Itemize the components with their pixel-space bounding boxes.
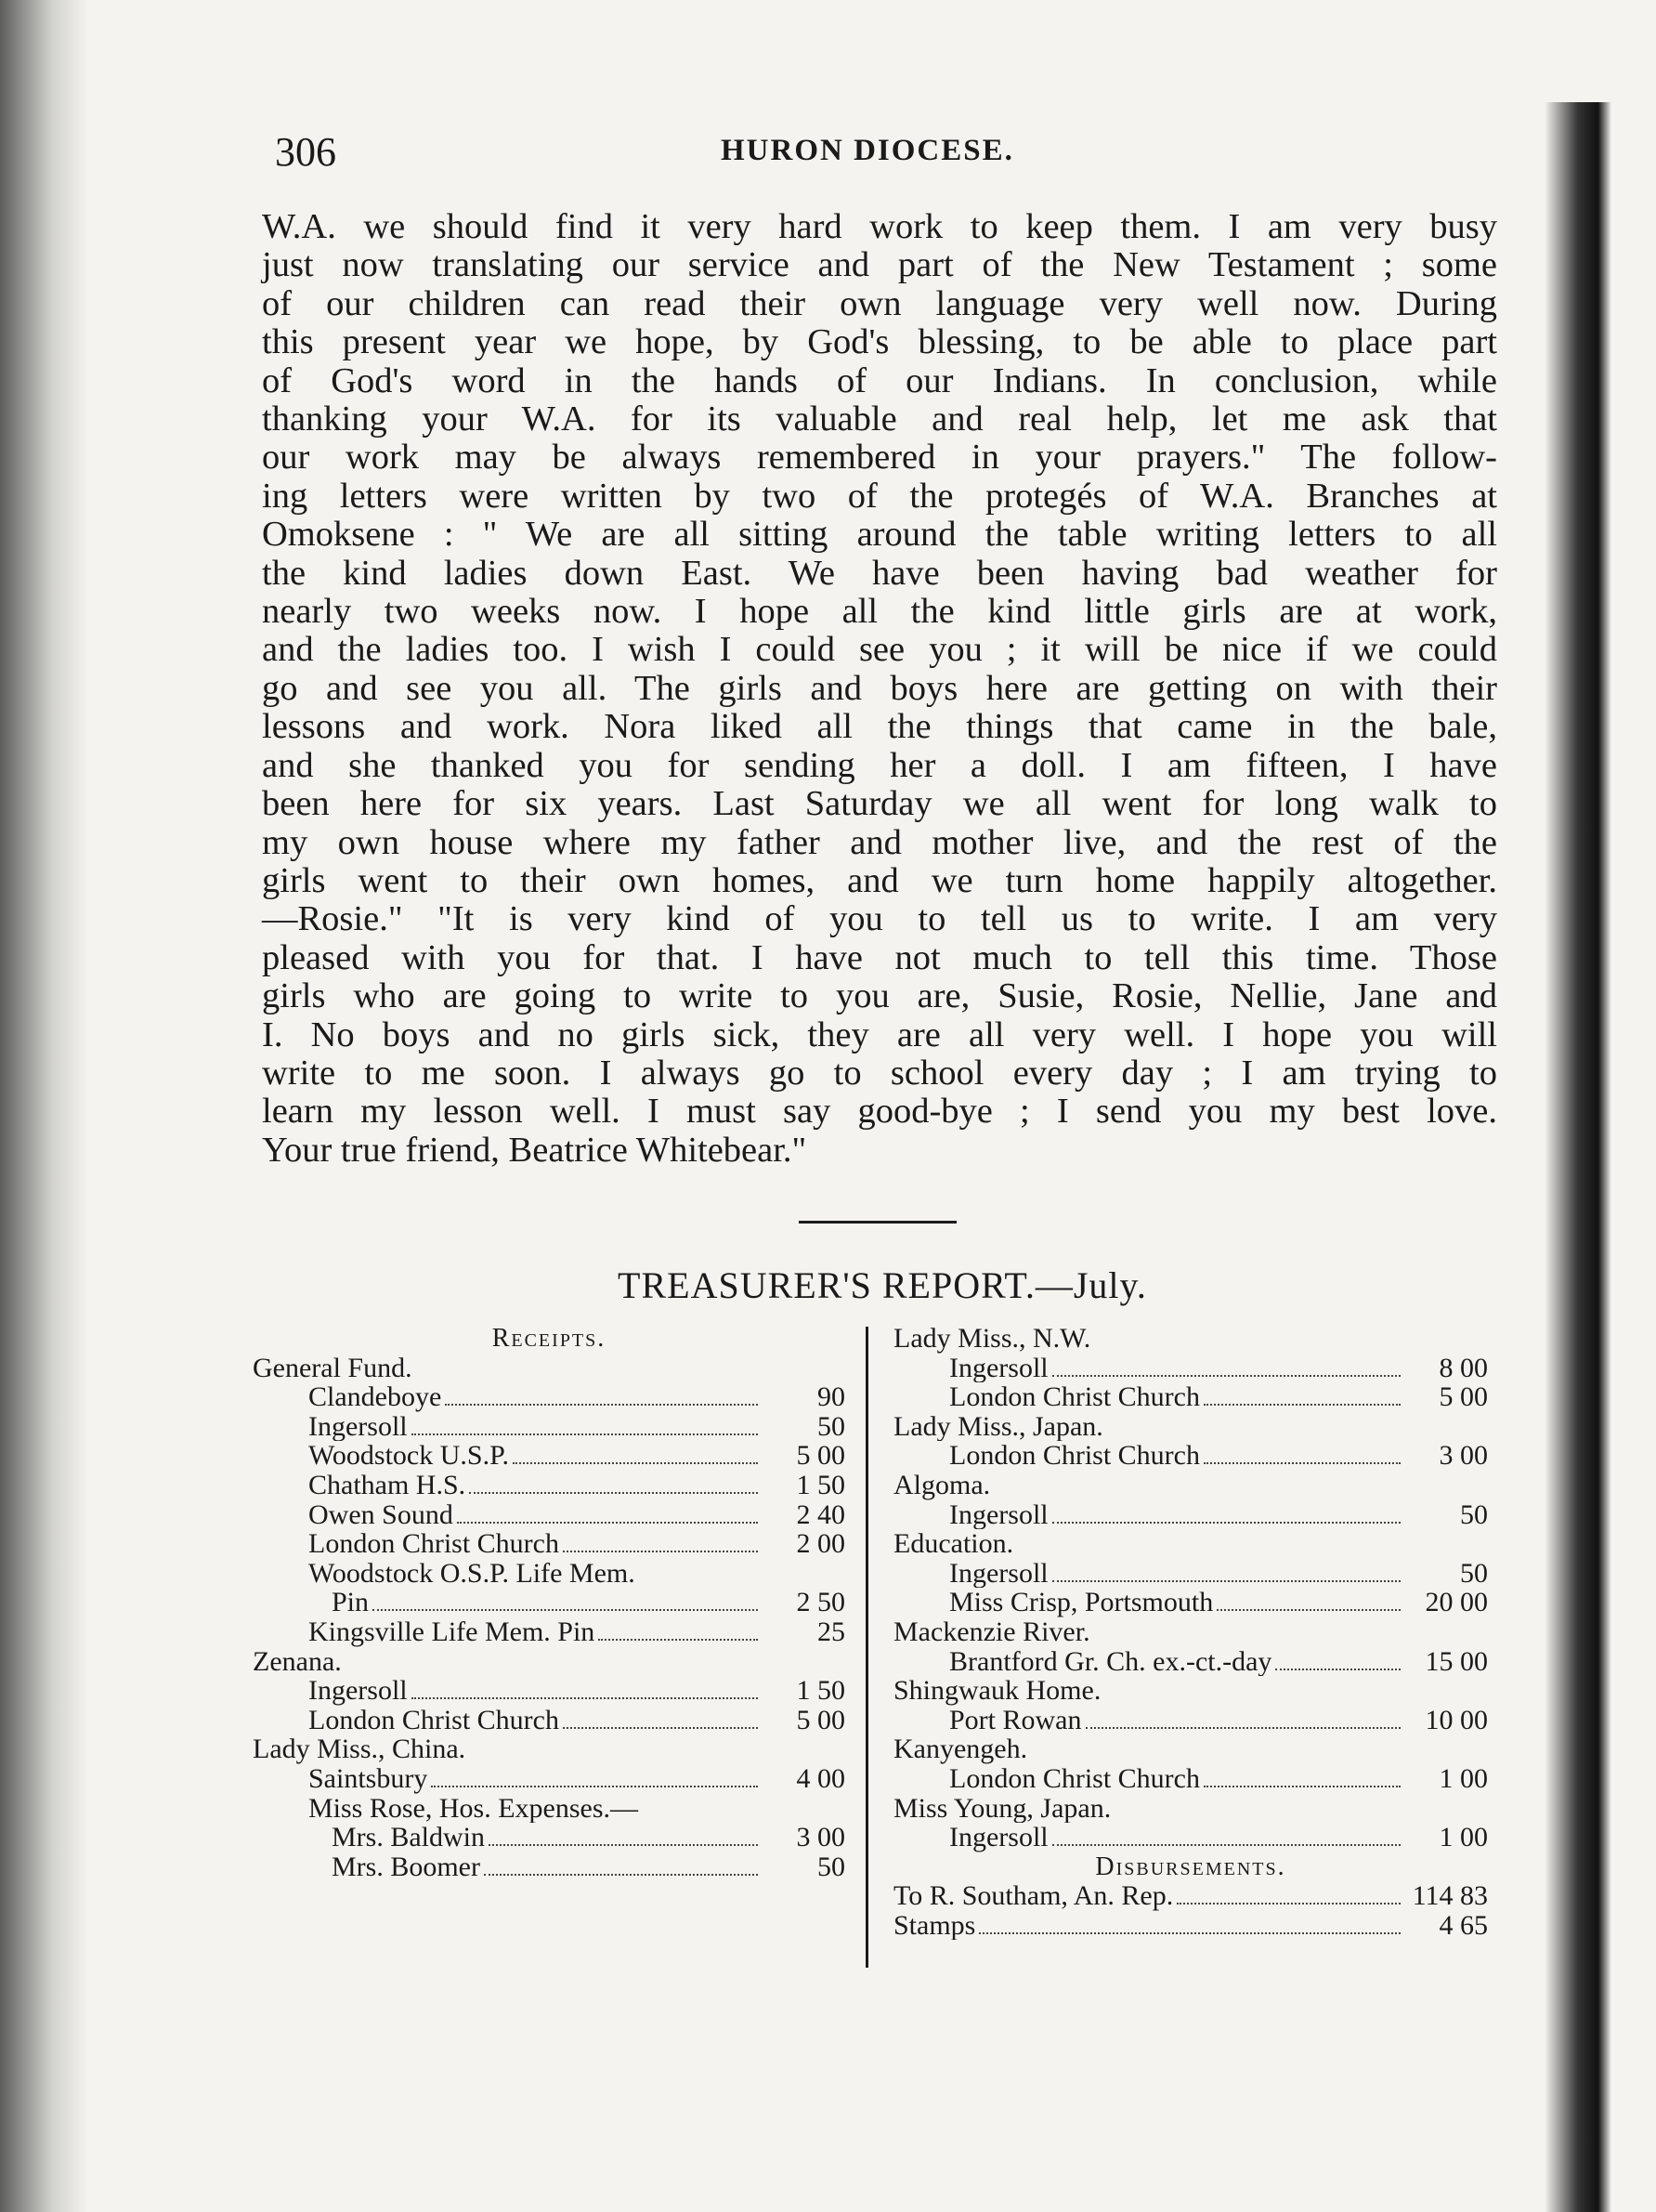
report-title: TREASURER'S REPORT.—July.	[618, 1264, 1147, 1306]
entry-label: Lady Miss., Japan.	[893, 1411, 1103, 1442]
report-entry	[893, 1588, 1488, 1617]
report-category	[893, 1471, 1488, 1500]
entry-amount: 5 00	[796, 1440, 845, 1472]
body-line: of our children can read their own language very well now. During	[262, 283, 1497, 323]
page-number: 306	[275, 129, 336, 175]
dot-leader	[979, 1932, 1401, 1934]
report-category	[253, 1647, 845, 1677]
entry-amount: 8 00	[1439, 1352, 1488, 1383]
entry-amount: 1 50	[796, 1469, 845, 1500]
dot-leader	[469, 1492, 758, 1494]
section-separator	[799, 1221, 957, 1224]
receipts-column	[253, 1324, 845, 1881]
report-entry	[253, 1676, 845, 1706]
entry-label: Pin	[332, 1588, 370, 1617]
report-section-heading: Disbursements.	[1095, 1852, 1286, 1881]
report-entry	[893, 1911, 1488, 1941]
report-entry	[253, 1823, 845, 1852]
entry-label: Port Rowan	[949, 1705, 1082, 1735]
entry-amount: 2 00	[796, 1528, 845, 1560]
entry-label: Lady Miss., China.	[253, 1734, 466, 1764]
entry-label: Mrs. Baldwin	[332, 1823, 485, 1852]
dot-leader	[431, 1786, 758, 1787]
report-entry	[253, 1588, 845, 1617]
entry-label: Saintsbury	[308, 1763, 428, 1794]
dot-leader	[1052, 1580, 1401, 1582]
report-entry	[893, 1647, 1488, 1677]
dot-leader	[1052, 1844, 1401, 1846]
entry-amount: 50	[817, 1410, 845, 1442]
dot-leader	[411, 1433, 758, 1435]
dot-leader	[563, 1551, 758, 1552]
report-entry	[893, 1823, 1488, 1852]
entry-label: London Christ Church	[308, 1705, 559, 1735]
dot-leader	[563, 1727, 758, 1729]
entry-label: Ingersoll	[949, 1499, 1049, 1530]
report-entry	[253, 1852, 845, 1882]
body-line: and she thanked you for sending her a doll. I am fifteen, I have	[262, 745, 1497, 785]
entry-label: Kingsville Life Mem. Pin	[308, 1616, 595, 1647]
report-entry	[893, 1382, 1488, 1412]
body-line: W.A. we should find it very hard work to keep them. I am very busy	[262, 207, 1497, 246]
body-line: thanking your W.A. for its valuable and real help, let me ask that	[262, 399, 1497, 439]
report-entry	[253, 1706, 845, 1735]
body-line: of God's word in the hands of our Indians. In conclusion, while	[262, 360, 1497, 400]
report-category	[253, 1734, 845, 1764]
report-category	[253, 1559, 845, 1589]
dot-leader	[1052, 1522, 1401, 1524]
column-rule	[866, 1327, 868, 1968]
body-line: girls who are going to write to you are, Susie, Rosie, Nellie, Jane and	[262, 976, 1497, 1016]
dot-leader	[1204, 1462, 1401, 1464]
entry-label: Stamps	[893, 1910, 976, 1941]
body-line: —Rosie." "It is very kind of you to tell us to write. I am very	[262, 899, 1497, 939]
entry-amount: 50	[1460, 1499, 1488, 1530]
dot-leader	[411, 1697, 758, 1699]
report-category	[893, 1529, 1488, 1559]
report-section-heading: Receipts.	[491, 1324, 606, 1353]
entry-label: London Christ Church	[949, 1441, 1200, 1471]
dot-leader	[457, 1522, 758, 1524]
entry-label: Algoma.	[893, 1470, 991, 1500]
body-line: pleased with you for that. I have not much to tell this time. Those	[262, 937, 1497, 977]
report-entry	[253, 1617, 845, 1647]
entry-amount: 4 00	[796, 1762, 845, 1794]
body-line: just now translating our service and part of the New Testament ; some	[262, 245, 1497, 285]
entry-amount: 114 83	[1412, 1880, 1488, 1912]
entry-label: Clandeboye	[308, 1382, 442, 1412]
entry-label: Owen Sound	[308, 1499, 453, 1530]
dot-leader	[513, 1462, 758, 1464]
entry-label: Mrs. Boomer	[332, 1852, 480, 1882]
entry-amount: 2 40	[796, 1499, 845, 1530]
report-entry	[893, 1764, 1488, 1794]
body-line: this present year we hope, by God's blessing, to be able to place part	[262, 322, 1497, 362]
report-entry	[893, 1559, 1488, 1589]
dot-leader	[1177, 1903, 1401, 1904]
entry-amount: 1 00	[1439, 1762, 1488, 1794]
entry-label: Miss Rose, Hos. Expenses.—	[308, 1793, 639, 1824]
entry-label: Miss Young, Japan.	[893, 1793, 1112, 1824]
report-entry	[893, 1881, 1488, 1911]
dot-leader	[1086, 1727, 1402, 1729]
entry-amount: 10 00	[1425, 1704, 1488, 1735]
report-category	[893, 1412, 1488, 1442]
entry-amount: 15 00	[1425, 1645, 1488, 1677]
body-line: and the ladies too. I wish I could see you ; it will be nice if we could	[262, 630, 1497, 670]
body-line: write to me soon. I always go to school every day ; I am trying to	[262, 1053, 1497, 1093]
entry-label: Woodstock O.S.P. Life Mem.	[308, 1558, 635, 1589]
report-category	[893, 1734, 1488, 1764]
entry-amount: 50	[817, 1851, 845, 1882]
entry-label: Zenana.	[253, 1646, 342, 1677]
right-scan-edge	[1545, 102, 1656, 2212]
dot-leader	[372, 1609, 758, 1611]
entry-label: London Christ Church	[949, 1763, 1200, 1794]
body-line: Your true friend, Beatrice Whitebear."	[262, 1130, 807, 1170]
report-entry	[893, 1706, 1488, 1735]
entry-label: Brantford Gr. Ch. ex.-ct.-day	[949, 1646, 1272, 1677]
report-category	[893, 1324, 1488, 1354]
body-line: our work may be always remembered in your prayers." The follow-	[262, 438, 1497, 478]
entry-label: Ingersoll	[949, 1558, 1049, 1589]
body-line: girls went to their own homes, and we turn home happily altogether.	[262, 860, 1497, 900]
page-header	[275, 128, 1501, 184]
report-entry	[893, 1441, 1488, 1471]
entry-label: Education.	[893, 1529, 1014, 1559]
report-category	[893, 1794, 1488, 1824]
entry-amount: 5 00	[796, 1704, 845, 1735]
entry-amount: 2 50	[796, 1587, 845, 1618]
report-category	[253, 1794, 845, 1824]
entry-amount: 20 00	[1425, 1587, 1488, 1618]
dot-leader	[598, 1639, 758, 1641]
entry-label: London Christ Church	[308, 1529, 559, 1559]
report-entry	[253, 1382, 845, 1412]
entry-amount: 3 00	[1439, 1440, 1488, 1472]
body-line: I. No boys and no girls sick, they are all very well. I hope you will	[262, 1014, 1497, 1054]
dot-leader	[484, 1874, 758, 1876]
report-entry	[253, 1441, 845, 1471]
entry-amount: 1 00	[1439, 1822, 1488, 1853]
body-line: Omoksene : " We are all sitting around the table writing letters to all	[262, 515, 1497, 555]
dot-leader	[489, 1844, 758, 1846]
entry-label: Ingersoll	[308, 1676, 408, 1706]
body-line: my own house where my father and mother live, and the rest of the	[262, 822, 1497, 862]
report-entry	[253, 1412, 845, 1442]
entry-label: To R. Southam, An. Rep.	[893, 1881, 1174, 1911]
running-head: HURON DIOCESE.	[721, 134, 1014, 167]
dot-leader	[1204, 1786, 1401, 1787]
report-entry	[253, 1764, 845, 1794]
entry-label: Ingersoll	[949, 1353, 1049, 1383]
body-line: go and see you all. The girls and boys here are getting on with their	[262, 668, 1497, 708]
entry-amount: 90	[817, 1381, 845, 1413]
report-entry	[893, 1500, 1488, 1530]
body-line: learn my lesson well. I must say good-bye ; I send you my best love.	[262, 1092, 1497, 1132]
body-line: lessons and work. Nora liked all the things that came in the bale,	[262, 707, 1497, 747]
dot-leader	[1052, 1375, 1401, 1377]
entry-label: Miss Crisp, Portsmouth	[949, 1588, 1214, 1617]
entry-amount: 5 00	[1439, 1381, 1488, 1413]
entry-label: Shingwauk Home.	[893, 1676, 1102, 1706]
report-category	[893, 1617, 1488, 1647]
report-entry	[253, 1529, 845, 1559]
entry-label: Chatham H.S.	[308, 1470, 466, 1500]
dot-leader	[445, 1404, 758, 1406]
entry-amount: 50	[1460, 1557, 1488, 1589]
entry-amount: 3 00	[796, 1822, 845, 1853]
entry-amount: 4 65	[1439, 1909, 1488, 1941]
right-column	[893, 1324, 1488, 1940]
letter-body	[262, 208, 1497, 1170]
entry-amount: 1 50	[796, 1675, 845, 1707]
entry-label: Lady Miss., N.W.	[893, 1324, 1091, 1354]
body-line: ing letters were written by two of the protegés of W.A. Branches at	[262, 476, 1497, 516]
report-entry	[253, 1500, 845, 1530]
entry-label: London Christ Church	[949, 1382, 1200, 1412]
dot-leader	[1275, 1669, 1401, 1670]
entry-label: Kanyengeh.	[893, 1734, 1028, 1764]
dot-leader	[1217, 1609, 1401, 1611]
body-line: nearly two weeks now. I hope all the kind little girls are at work,	[262, 592, 1497, 632]
report-category	[893, 1676, 1488, 1706]
report-entry	[253, 1471, 845, 1500]
entry-label: Ingersoll	[308, 1411, 408, 1442]
entry-amount: 25	[817, 1616, 845, 1647]
entry-label: Woodstock U.S.P.	[308, 1441, 509, 1471]
report-category	[253, 1354, 845, 1383]
entry-label: General Fund.	[253, 1353, 412, 1383]
entry-label: Ingersoll	[949, 1823, 1049, 1852]
left-scan-edge	[0, 0, 88, 2212]
body-line: been here for six years. Last Saturday we all went for long walk to	[262, 784, 1497, 824]
entry-label: Mackenzie River.	[893, 1616, 1090, 1647]
report-entry	[893, 1354, 1488, 1383]
body-line: the kind ladies down East. We have been having bad weather for	[262, 553, 1497, 593]
dot-leader	[1204, 1404, 1401, 1406]
